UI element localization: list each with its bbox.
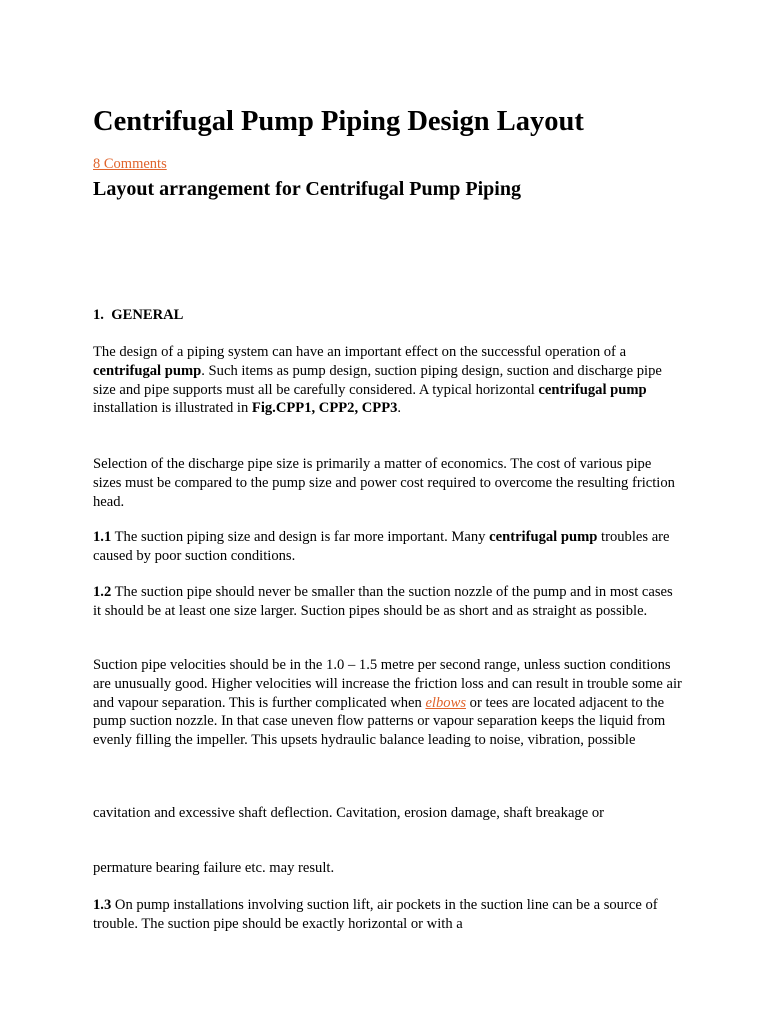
p1-text-d: installation is illustrated in — [93, 400, 252, 417]
p1-text-c: . Such items as pump design, suction piping design, suction and discharge pipe size and pipe supports must all be carefully considered. A typical horizontal — [93, 362, 662, 398]
section-number: 1. — [93, 307, 104, 323]
section-heading — [93, 306, 683, 325]
comments-link[interactable]: 8 Comments — [93, 156, 167, 172]
paragraph-1-3 — [93, 896, 683, 934]
article — [93, 104, 683, 173]
p3-bold: centrifugal pump — [489, 529, 598, 545]
section-subtitle: Layout arrangement for Centrifugal Pump Piping — [93, 178, 521, 200]
p8-text: On pump installations involving suction lift, air pockets in the suction line can be a source of trouble. The suction pipe should be exactly horizontal or with a — [93, 897, 658, 932]
p7-text: permature bearing failure etc. may result. — [93, 860, 335, 876]
p2-text: Selection of the discharge pipe size is primarily a matter of economics. The cost of various pipe sizes must be compared to the pump size and power cost required to overcome the resulting friction head. — [93, 456, 675, 510]
page-title: Centrifugal Pump Piping Design Layout — [93, 106, 584, 137]
paragraph-intro — [93, 343, 683, 418]
paragraph-1-1 — [93, 528, 683, 566]
p1-figure-ref: Fig.CPP1, CPP2, CPP3 — [251, 400, 398, 417]
p3-text-a: The suction piping size and design is far more important. Many — [111, 529, 490, 545]
section-heading-text: GENERAL — [111, 307, 184, 323]
paragraph-bearing — [93, 859, 683, 878]
elbows-link[interactable]: elbows — [425, 694, 466, 711]
p5-text-b: or tees are located adjacent to the pump suction nozzle. In that case uneven flow patterns or vapour separation keeps the liquid from evenly filling the impeller. This upsets hydraulic balance leading to noise, vibration, possible — [93, 694, 666, 749]
p3-text-c: troubles are caused by poor suction conditions. — [93, 529, 670, 564]
p3-number: 1.1 — [93, 529, 112, 545]
paragraph-cavitation — [93, 804, 683, 823]
p1-bold-1: centrifugal pump — [93, 362, 202, 379]
paragraph-discharge — [93, 455, 683, 511]
p6-text: cavitation and excessive shaft deflection. Cavitation, erosion damage, shaft breakage or — [93, 805, 604, 821]
paragraph-velocities — [93, 656, 683, 750]
p5-text-a: Suction pipe velocities should be in the 1.0 – 1.5 metre per second range, unless suction conditions are unusually good. Higher velocities will increase the friction loss and can result in trouble some air and vapour separation. This is further complicated when — [93, 657, 682, 711]
p4-text: The suction pipe should never be smaller than the suction nozzle of the pump and in most cases it should be at least one size larger. Suction pipes should be as short and as straight as possible. — [93, 584, 673, 619]
p1-text-e: . — [397, 400, 402, 417]
p1-bold-2: centrifugal pump — [538, 381, 647, 398]
paragraph-1-2 — [93, 583, 683, 621]
p4-number: 1.2 — [93, 584, 112, 600]
p8-number: 1.3 — [93, 897, 112, 913]
p1-text-a: The design of a piping system can have an important effect on the successful operation of a — [93, 344, 627, 360]
